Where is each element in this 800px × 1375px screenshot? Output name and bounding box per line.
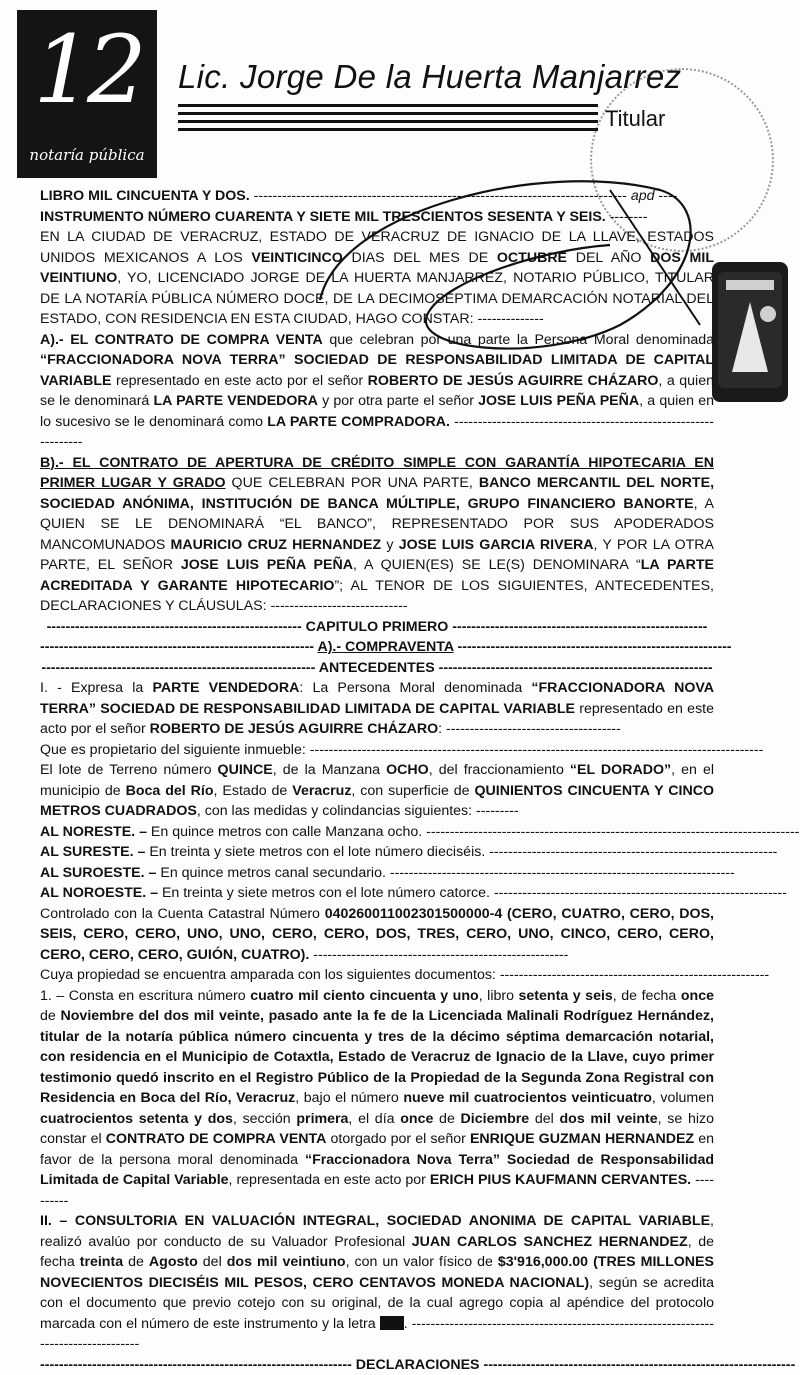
notary-name: Lic. Jorge De la Huerta Manjarrez (178, 58, 682, 95)
catastral-paragraph: Controlado con la Cuenta Catastral Número 040260011002301500000-4 (CERO, CUATRO, CERO, DOS, SEIS, CERO, CERO, UNO, UNO, CERO, CERO, DOS, TRES, CERO, UNO, CINCO, CERO, CERO, CERO, CERO, CERO, GUIÓN, CUATRO). ------------------------------------------------------ (40, 905, 714, 963)
declaraciones-title: DECLARACIONES (355, 1356, 480, 1373)
document-body: LIBRO MIL CINCUENTA Y DOS. ------------------------------------------------------------------------------- apd ---- INSTRUMENTO NÚMERO CUARENTA Y SIETE MIL TRESCIENTOS SESENTA Y SEIS. -------- EN LA CIUDAD DE VERACRUZ, ESTADO DE VERACRUZ DE IGNACIO DE LA LLAVE, ESTADOS UNIDOS MEXICANOS A LOS VEINTICINCO DIAS DEL MES DE OCTUBRE DEL AÑO DOS MIL VEINTIUNO, YO, LICENCIADO JORGE DE LA HUERTA MANJARREZ, NOTARIO PÚBLICO, TITULAR DE LA NOTARÍA PÚBLICA NÚMERO DOCE, DE LA DECIMOSÉPTIMA DEMARCACIÓN NOTARIAL DEL ESTADO, CON RESIDENCIA EN ESTA CIUDAD, HAGO CONSTAR: -------------- A).- EL CONTRATO DE COMPRA VENTA que celebran por una parte la Persona Moral denominada “FRACCIONADORA NOVA TERRA” SOCIEDAD DE RESPONSABILIDAD LIMITADA DE CAPITAL VARIABLE representado en este acto por el señor ROBERTO DE JESÚS AGUIRRE CHÁZARO, a quien se le denominará LA PARTE VENDEDORA y por otra parte el señor JOSE LUIS PEÑA PEÑA, a quien en lo sucesivo se le denominará como LA PARTE COMPRADORA. ---------------------------------------------------------------- B).- EL CONTRATO DE APERTURA DE CRÉDITO SIMPLE CON GARANTÍA HIPOTECARIA EN PRIMER LUGAR Y GRADO QUE CELEBRAN POR UNA PARTE, BANCO MERCANTIL DEL NORTE, SOCIEDAD ANÓNIMA, INSTITUCIÓN DE BANCA MÚLTIPLE, GRUPO FINANCIERO BANORTE, A QUIEN SE LE DENOMINARÁ “EL BANCO”, REPRESENTADO POR SUS APODERADOS MANCOMUNADOS MAURICIO CRUZ HERNANDEZ y JOSE LUIS GARCIA RIVERA, Y POR LA OTRA PARTE, EL SEÑOR JOSE LUIS PEÑA PEÑA, A QUIEN(ES) SE LE(S) DENOMINARA “LA PARTE ACREDITADA Y GARANTE HIPOTECARIO”; AL TENOR DE LOS SIGUIENTES, ANTECEDENTES, DECLARACIONES Y CLÁUSULAS: ----------------------------- ------------------------------------------------------ CAPITULO PRIMERO ------------------------------------------------------ ---------------------------------------------------------- A).- COMPRAVENTA ---------------------------------------------------------- ---------------------------------------------------------- ANTECEDENTES ---------------------------------------------------------- I. - Expresa la PARTE VENDEDORA: La Persona Moral denominada “FRACCIONADORA NOVA TERRA” SOCIEDAD DE RESPONSABILIDAD LIMITADA DE CAPITAL VARIABLE representado en este acto por el señor ROBERTO DE JESÚS AGUIRRE CHÁZARO: ------------------------------------- Que es propietario del siguiente inmueble: ------------------------------------------------------------------------------------------------ El lote de Terreno número QUINCE, de la Manzana OCHO, del fraccionamiento “EL DORADO”, en el municipio de Boca del Río, Estado de Veracruz, con superficie de QUINIENTOS CINCUENTA Y CINCO METROS CUADRADOS, con las medidas y colindancias siguientes: --------- AL NORESTE. – En quince metros con calle Manzana ocho. ------------------------------------------------------------------------------- AL SURESTE. – En treinta y siete metros con el lote número dieciséis. ------------------------------------------------------------- AL SUROESTE. – En quince metros canal secundario. ------------------------------------------------------------------------- AL NOROESTE. – En treinta y siete metros con el lote número catorce. -------------------------------------------------------------- Controlado con la Cuenta Catastral Número 040260011002301500000-4 (CERO, CUATRO, CERO, DOS, SEIS, CERO, CERO, UNO, UNO, CERO, CERO, DOS, TRES, CERO, UNO, CINCO, CERO, CERO, CERO, CERO, CERO, GUIÓN, CUATRO). ------------------------------------------------------ Cuya propiedad se encuentra amparada con los siguientes documentos: --------------------------------------------------------- 1. – Consta en escritura número cuatro mil ciento cincuenta y uno, libro setenta y seis, de fecha once de Noviembre del dos mil veinte, pasado ante la fe de la Licenciada Malinali Rodríguez Hernández, titular de la notaría pública número cincuenta y tres de la décimo séptima demarcación notarial, con residencia en el Municipio de Cotaxtla, Estado de Veracruz de Ignacio de la Llave, cuyo primer testimonio quedó inscrito en el Registro Público de la Propiedad de la Segunda Zona Registral con Residencia en Boca del Río, Veracruz, bajo el número nueve mil cuatrocientos veinticuatro, volumen cuatrocientos setenta y dos, sección primera, el día once de Diciembre del dos mil veinte, se hizo constar el CONTRATO DE COMPRA VENTA otorgado por el señor ENRIQUE GUZMAN HERNANDEZ en favor de la persona moral denominada “Fraccionadora Nova Terra” Sociedad de Responsabilidad Limitada de Capital Variable, representada en este acto por ERICH PIUS KAUFMANN CERVANTES. ---------- II. – CONSULTORIA EN VALUACIÓN INTEGRAL, SOCIEDAD ANONIMA DE CAPITAL VARIABLE, realizó avalúo por conducto de su Valuador Profesional JUAN CARLOS SANCHEZ HERNANDEZ, de fecha treinta de Agosto del dos mil veintiuno, con un valor físico de $3'916,000.00 (TRES MILLONES NOVECIENTOS DIECISÉIS MIL PESOS, CERO CENTAVOS MONEDA NACIONAL), según se acredita con el documento que previo cotejo con su original, de la cual agrego copia al apéndice del protocolo marcada con el número de este instrumento y la letra . ------------------------------------------------------------------------------------- ------------------------------------------------------------------ DECLARACIONES ------------------------------------------------------------------ (40, 188, 800, 1373)
boundary-noreste: AL NORESTE. – En quince metros con calle Manzana ocho. ------------------------------------------------------------------------------- (40, 823, 800, 840)
antecedentes-title: ANTECEDENTES (318, 659, 435, 676)
header-rule (178, 112, 598, 115)
intro-paragraph: EN LA CIUDAD DE VERACRUZ, ESTADO DE VERACRUZ DE IGNACIO DE LA LLAVE, ESTADOS UNIDOS MEXICANOS A LOS VEINTICINCO DIAS DEL MES DE OCTUBRE DEL AÑO DOS MIL VEINTIUNO, YO, LICENCIADO JORGE DE LA HUERTA MANJARREZ, NOTARIO PÚBLICO, TITULAR DE LA NOTARÍA PÚBLICA NÚMERO DOCE, DE LA DECIMOSÉPTIMA DEMARCACIÓN NOTARIAL DEL ESTADO, CON RESIDENCIA EN ESTA CIUDAD, HAGO CONSTAR: -------------- (40, 229, 714, 327)
lote-paragraph: El lote de Terreno número QUINCE, de la Manzana OCHO, del fraccionamiento “EL DORADO”, en el municipio de Boca del Río, Estado de Veracruz, con superficie de QUINIENTOS CINCUENTA Y CINCO METROS CUADRADOS, con las medidas y colindancias siguientes: --------- (40, 762, 714, 819)
boundary-sureste: AL SURESTE. – En treinta y siete metros con el lote número dieciséis. ------------------------------------------------------------- (40, 844, 778, 860)
paragraph-ii: II. – CONSULTORIA EN VALUACIÓN INTEGRAL, SOCIEDAD ANONIMA DE CAPITAL VARIABLE, realizó avalúo por conducto de su Valuador Profesional JUAN CARLOS SANCHEZ HERNANDEZ, de fecha treinta de Agosto del dos mil veintiuno, con un valor físico de $3'916,000.00 (TRES MILLONES NOVECIENTOS DIECISÉIS MIL PESOS, CERO CENTAVOS MONEDA NACIONAL), según se acredita con el documento que previo cotejo con su original, de la cual agrego copia al apéndice del protocolo marcada con el número de este instrumento y la letra . ------------------------------------------------------------------------------------- (40, 1213, 715, 1352)
header-rule (178, 104, 598, 107)
header-rule (178, 120, 598, 123)
header-rule (178, 128, 598, 131)
notary-logo (17, 10, 157, 178)
redacted-mark (380, 1316, 404, 1330)
boundary-noroeste: AL NOROESTE. – En treinta y siete metros con el lote número catorce. -------------------------------------------------------------- (40, 885, 787, 901)
logo-caption: notaría pública (29, 146, 145, 164)
paragraph-1: 1. – Consta en escritura número cuatro mil ciento cincuenta y uno, libro setenta y seis, de fecha once de Noviembre del dos mil veinte, pasado ante la fe de la Licenciada Malinali Rodríguez Hernández, titular de la notaría pública número cincuenta y tres de la décimo séptima demarcación notarial, con residencia en el Municipio de Cotaxtla, Estado de Veracruz de Ignacio de la Llave, cuyo primer testimonio quedó inscrito en el Registro Público de la Propiedad de la Segunda Zona Registral con Residencia en Boca del Río, Veracruz, bajo el número nueve mil cuatrocientos veinticuatro, volumen cuatrocientos setenta y dos, sección primera, el día once de Diciembre del dos mil veinte, se hizo constar el CONTRATO DE COMPRA VENTA otorgado por el señor ENRIQUE GUZMAN HERNANDEZ en favor de la persona moral denominada “Fraccionadora Nova Terra” Sociedad de Responsabilidad Limitada de Capital Variable, representada en este acto por ERICH PIUS KAUFMANN CERVANTES. ---------- (40, 987, 714, 1209)
side-emblem (712, 262, 788, 402)
paragraph-a: A).- EL CONTRATO DE COMPRA VENTA que celebran por una parte la Persona Moral denominada “FRACCIONADORA NOVA TERRA” SOCIEDAD DE RESPONSABILIDAD LIMITADA DE CAPITAL VARIABLE representado en este acto por el señor ROBERTO DE JESÚS AGUIRRE CHÁZARO, a quien se le denominará LA PARTE VENDEDORA y por otra parte el señor JOSE LUIS PEÑA PEÑA, a quien en lo sucesivo se le denominará como LA PARTE COMPRADORA. ---------------------------------------------------------------- (40, 331, 715, 450)
libro-suffix: apd (630, 188, 655, 204)
notary-role: Titular (605, 106, 666, 131)
paragraph-i: I. - Expresa la PARTE VENDEDORA: La Persona Moral denominada “FRACCIONADORA NOVA TERRA” SOCIEDAD DE RESPONSABILIDAD LIMITADA DE CAPITAL VARIABLE representado en este acto por el señor ROBERTO DE JESÚS AGUIRRE CHÁZARO: ------------------------------------- (40, 680, 715, 737)
boundary-suroeste: AL SUROESTE. – En quince metros canal secundario. ------------------------------------------------------------------------- (40, 864, 735, 881)
propietario-line: Que es propietario del siguiente inmueble: (40, 741, 306, 758)
cuya-line: Cuya propiedad se encuentra amparada con los siguientes documentos: (40, 967, 496, 983)
paragraph-b: B).- EL CONTRATO DE APERTURA DE CRÉDITO SIMPLE CON GARANTÍA HIPOTECARIA EN PRIMER LUGAR Y GRADO QUE CELEBRAN POR UNA PARTE, BANCO MERCANTIL DEL NORTE, SOCIEDAD ANÓNIMA, INSTITUCIÓN DE BANCA MÚLTIPLE, GRUPO FINANCIERO BANORTE, A QUIEN SE LE DENOMINARÁ “EL BANCO”, REPRESENTADO POR SUS APODERADOS MANCOMUNADOS MAURICIO CRUZ HERNANDEZ y JOSE LUIS GARCIA RIVERA, Y POR LA OTRA PARTE, EL SEÑOR JOSE LUIS PEÑA PEÑA, A QUIEN(ES) SE LE(S) DENOMINARA “LA PARTE ACREDITADA Y GARANTE HIPOTECARIO”; AL TENOR DE LOS SIGUIENTES, ANTECEDENTES, DECLARACIONES Y CLÁUSULAS: ----------------------------- (40, 454, 715, 614)
section-title: A).- COMPRAVENTA (317, 639, 454, 655)
instrumento-line: INSTRUMENTO NÚMERO CUARENTA Y SIETE MIL TRESCIENTOS SESENTA Y SEIS. (40, 208, 606, 225)
logo-number: 12 (33, 16, 141, 125)
libro-line: LIBRO MIL CINCUENTA Y DOS. (40, 188, 250, 204)
chapter-title: CAPITULO PRIMERO (305, 618, 449, 635)
